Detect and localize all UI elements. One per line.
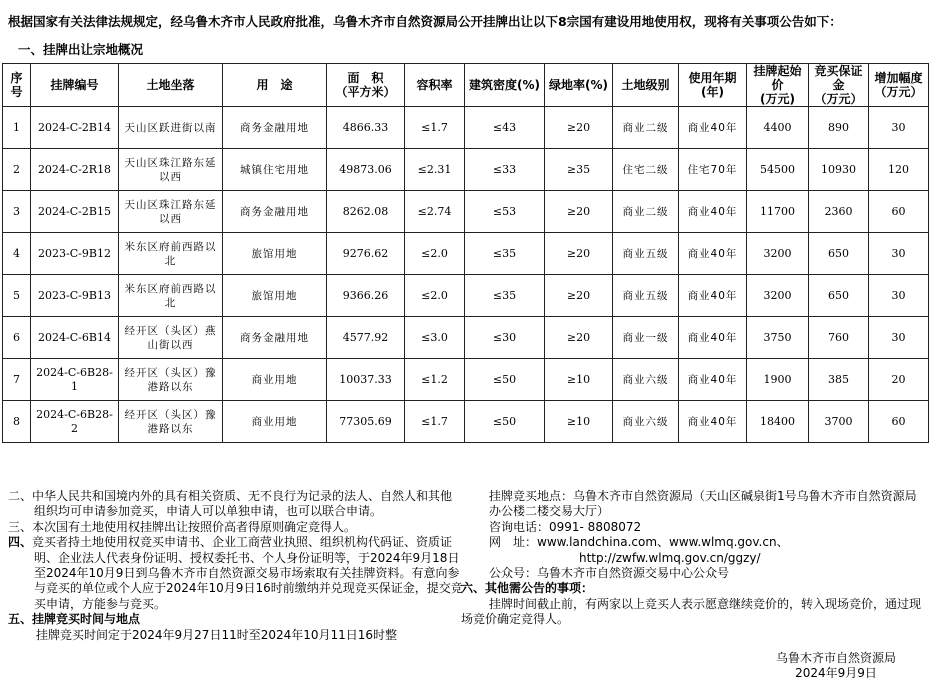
table-cell: 商业一级: [613, 317, 679, 359]
table-cell: ≥20: [545, 233, 613, 275]
table-cell: 3750: [747, 317, 809, 359]
section-5-title: 五、挂牌竞买时间与地点: [8, 612, 141, 627]
table-cell: 商业六级: [613, 401, 679, 443]
table-cell: ≤2.74: [405, 191, 465, 233]
table-cell: ≤33: [465, 149, 545, 191]
notice-left-column: [8, 489, 463, 643]
table-cell: 20: [869, 359, 929, 401]
table-cell: 60: [869, 191, 929, 233]
table-cell: 9276.62: [327, 233, 405, 275]
table-cell: 1900: [747, 359, 809, 401]
table-cell: 住宅二级: [613, 149, 679, 191]
table-cell: 8: [3, 401, 31, 443]
table-cell: 2024-C-6B14: [31, 317, 119, 359]
section-2-text: 二、中华人民共和国境内外的具有相关资质、无不良行为记录的法人、自然人和其他组织均可申请参加竞买，申请人可以单独申请，也可以联合申请。: [8, 489, 453, 519]
table-cell: 2024-C-6B28-2: [31, 401, 119, 443]
table-cell: 经开区（头区）豫港路以东: [119, 359, 223, 401]
table-cell: ≤53: [465, 191, 545, 233]
table-cell: ≥10: [545, 359, 613, 401]
table-cell: 商业40年: [679, 359, 747, 401]
table-cell: ≥10: [545, 401, 613, 443]
table-cell: 商业六级: [613, 359, 679, 401]
table-cell: 890: [809, 107, 869, 149]
column-header: 绿地率(%): [545, 64, 613, 107]
column-header: 建筑密度(%): [465, 64, 545, 107]
table-cell: 30: [869, 107, 929, 149]
section-5-time: 挂牌竞买时间定于2024年9月27日11时至2024年10月11日16时整: [36, 627, 398, 642]
table-cell: 10930: [809, 149, 869, 191]
table-cell: 54500: [747, 149, 809, 191]
table-cell: 11700: [747, 191, 809, 233]
section-6-title: 六、其他需公告的事项：: [461, 581, 594, 596]
table-cell: 商业五级: [613, 233, 679, 275]
column-header: 容积率: [405, 64, 465, 107]
column-header: 挂牌起始价 (万元): [747, 64, 809, 107]
table-cell: ≤50: [465, 359, 545, 401]
table-cell: 商业40年: [679, 107, 747, 149]
table-cell: 385: [809, 359, 869, 401]
table-cell: 1: [3, 107, 31, 149]
table-cell: 760: [809, 317, 869, 359]
table-cell: 60: [869, 401, 929, 443]
signing-date: 2024年9月9日: [795, 666, 877, 680]
table-cell: 8262.08: [327, 191, 405, 233]
table-cell: 3: [3, 191, 31, 233]
table-row: [3, 149, 929, 191]
intro-paragraph: 根据国家有关法律法规规定，经乌鲁木齐市人民政府批准，乌鲁木齐市自然资源局公开挂牌出让以下8宗国有建设用地使用权，现将有关事项公告如下：: [8, 14, 842, 29]
table-cell: 2024-C-2B14: [31, 107, 119, 149]
table-cell: 4866.33: [327, 107, 405, 149]
table-cell: ≥20: [545, 317, 613, 359]
table-cell: 商业40年: [679, 275, 747, 317]
column-header: 增加幅度 （万元）: [869, 64, 929, 107]
table-cell: 2: [3, 149, 31, 191]
table-cell: 4577.92: [327, 317, 405, 359]
table-cell: 商业40年: [679, 317, 747, 359]
table-cell: 旅馆用地: [223, 275, 327, 317]
table-cell: ≤2.0: [405, 233, 465, 275]
table-cell: 2024-C-6B28-1: [31, 359, 119, 401]
table-cell: 住宅70年: [679, 149, 747, 191]
table-cell: ≤1.2: [405, 359, 465, 401]
table-cell: 5: [3, 275, 31, 317]
table-cell: 9366.26: [327, 275, 405, 317]
table-cell: ≥20: [545, 107, 613, 149]
table-cell: ≤30: [465, 317, 545, 359]
table-row: [3, 107, 929, 149]
table-row: [3, 317, 929, 359]
wechat-account: 公众号：乌鲁木齐市自然资源交易中心公众号: [489, 566, 730, 581]
table-cell: ≥20: [545, 275, 613, 317]
table-cell: ≤2.0: [405, 275, 465, 317]
column-header: 竞买保证金 （万元）: [809, 64, 869, 107]
table-cell: 7: [3, 359, 31, 401]
section-4-body: 竞买者持土地使用权竞买申请书、企业工商营业执照、组织机构代码证、资质证明、企业法人代表身份证明、授权委托书、个人身份证明等，于2024年9月18日至2024年10月9日到乌鲁木齐市自然资源交易市场索取有关挂牌资料。有意向参与竞买的单位或个人应于2024年10月9日16时前缴纳并兑现竞买保证金，提交竞买申请，方能参与竞买。: [32, 535, 463, 611]
table-cell: 旅馆用地: [223, 233, 327, 275]
table-cell: 天山区珠江路东延以西: [119, 191, 223, 233]
table-cell: 2024-C-2R18: [31, 149, 119, 191]
table-cell: 3700: [809, 401, 869, 443]
website-line-1: 网 址：www.landchina.com、www.wlmq.gov.cn、: [489, 535, 789, 550]
table-cell: 商业二级: [613, 107, 679, 149]
table-cell: 天山区跃进街以南: [119, 107, 223, 149]
table-cell: 650: [809, 233, 869, 275]
table-cell: 120: [869, 149, 929, 191]
table-cell: 商业40年: [679, 401, 747, 443]
table-row: [3, 401, 929, 443]
table-cell: 商务金融用地: [223, 317, 327, 359]
table-cell: ≥20: [545, 191, 613, 233]
table-cell: 商务金融用地: [223, 191, 327, 233]
column-header: 用 途: [223, 64, 327, 107]
section-title-land-overview: 一、挂牌出让宗地概况: [18, 42, 144, 57]
land-parcel-table: [2, 63, 929, 443]
table-cell: ≤35: [465, 233, 545, 275]
table-cell: ≤43: [465, 107, 545, 149]
column-header: 土地级别: [613, 64, 679, 107]
table-cell: 30: [869, 233, 929, 275]
table-cell: 商业40年: [679, 233, 747, 275]
table-cell: 商业二级: [613, 191, 679, 233]
table-row: [3, 191, 929, 233]
notice-right-column: [461, 489, 931, 628]
table-cell: 天山区珠江路东延以西: [119, 149, 223, 191]
section-4-label: 四、: [8, 535, 33, 550]
table-cell: 商业用地: [223, 359, 327, 401]
table-cell: 6: [3, 317, 31, 359]
table-cell: ≥35: [545, 149, 613, 191]
table-row: [3, 233, 929, 275]
table-cell: ≤2.31: [405, 149, 465, 191]
table-cell: 2023-C-9B13: [31, 275, 119, 317]
contact-phone: 咨询电话：0991- 8808072: [489, 519, 642, 534]
table-cell: 30: [869, 275, 929, 317]
table-cell: 10037.33: [327, 359, 405, 401]
section-4-text: [8, 535, 463, 612]
table-cell: 经开区（头区）豫港路以东: [119, 401, 223, 443]
table-cell: 3200: [747, 233, 809, 275]
table-cell: 650: [809, 275, 869, 317]
table-cell: 商务金融用地: [223, 107, 327, 149]
column-header: 土地坐落: [119, 64, 223, 107]
table-cell: 49873.06: [327, 149, 405, 191]
table-header-row: [3, 64, 929, 107]
table-cell: 4400: [747, 107, 809, 149]
table-cell: 2024-C-2B15: [31, 191, 119, 233]
section-6-text: 挂牌时间截止前，有两家以上竞买人表示愿意继续竞价的，转入现场竞价，通过现场竞价确定竞得人。: [461, 596, 922, 627]
table-cell: 米东区府前西路以北: [119, 233, 223, 275]
table-cell: ≤1.7: [405, 401, 465, 443]
table-cell: 4: [3, 233, 31, 275]
table-cell: ≤3.0: [405, 317, 465, 359]
table-cell: ≤50: [465, 401, 545, 443]
column-header: 挂牌编号: [31, 64, 119, 107]
table-row: [3, 359, 929, 401]
column-header: 使用年期 (年): [679, 64, 747, 107]
table-cell: 商业用地: [223, 401, 327, 443]
table-cell: ≤35: [465, 275, 545, 317]
table-cell: 米东区府前西路以北: [119, 275, 223, 317]
table-cell: 商业五级: [613, 275, 679, 317]
signing-organization: 乌鲁木齐市自然资源局: [776, 651, 897, 665]
table-body: [3, 107, 929, 443]
website-line-2: http://zwfw.wlmq.gov.cn/ggzy/: [579, 550, 761, 565]
table-cell: ≤1.7: [405, 107, 465, 149]
auction-place: 挂牌竞买地点：乌鲁木齐市自然资源局（天山区碱泉街1号乌鲁木齐市自然资源局办公楼二楼交易大厅）: [489, 489, 917, 519]
table-cell: 2023-C-9B12: [31, 233, 119, 275]
table-cell: 18400: [747, 401, 809, 443]
table-cell: 商业40年: [679, 191, 747, 233]
table-cell: 30: [869, 317, 929, 359]
table-row: [3, 275, 929, 317]
section-3-text: 三、本次国有土地使用权挂牌出让按照价高者得原则确定竞得人。: [8, 519, 357, 534]
table-cell: 经开区（头区）燕山街以西: [119, 317, 223, 359]
table-cell: 77305.69: [327, 401, 405, 443]
column-header: 面 积 （平方米）: [327, 64, 405, 107]
signature-block: [776, 651, 896, 681]
table-cell: 2360: [809, 191, 869, 233]
column-header: 序号: [3, 64, 31, 107]
table-cell: 3200: [747, 275, 809, 317]
table-cell: 城镇住宅用地: [223, 149, 327, 191]
